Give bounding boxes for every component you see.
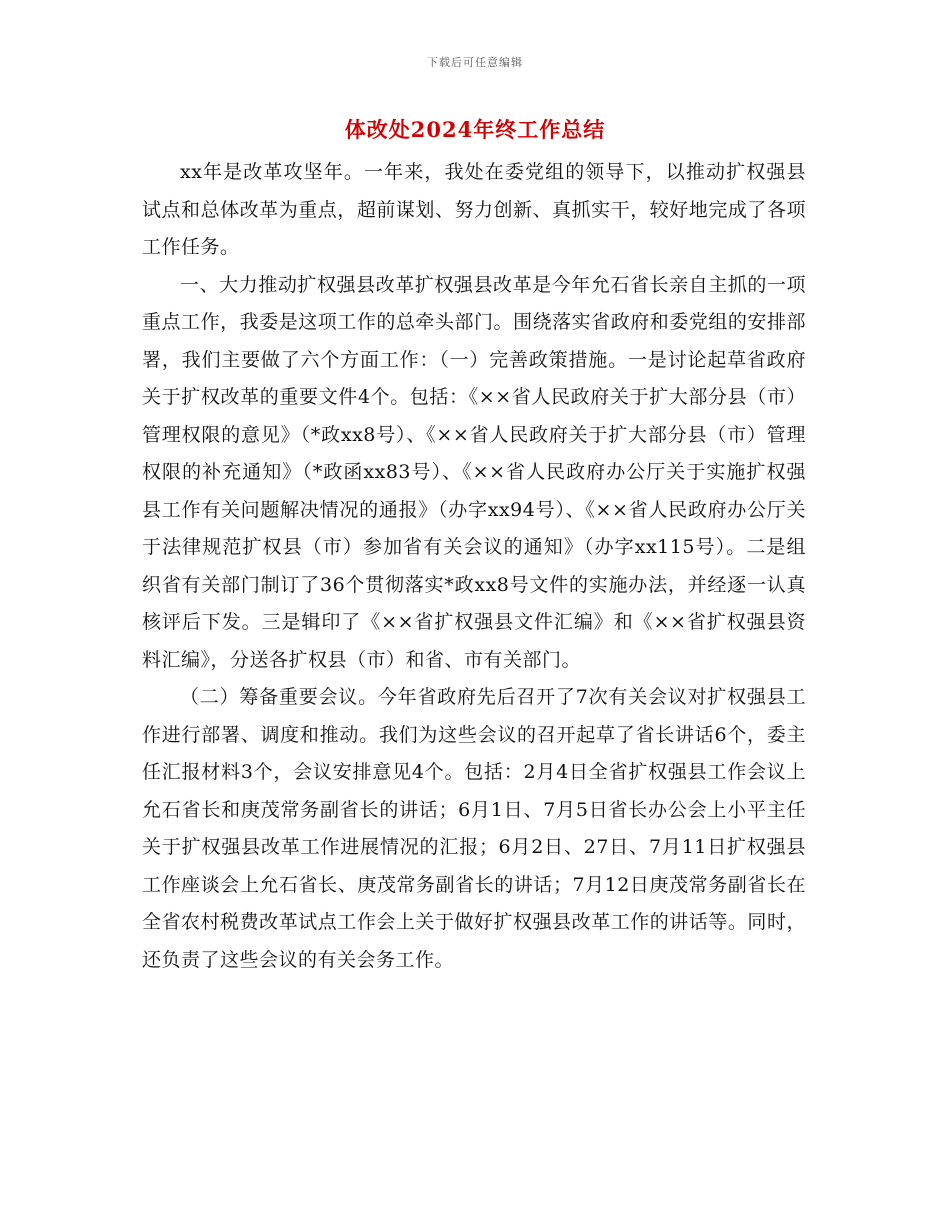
paragraph-section-one: 一、大力推动扩权强县改革扩权强县改革是今年允石省长亲自主抓的一项重点工作，我委是这项工作的总牵头部门。围绕落实省政府和委党组的安排部署，我们主要做了六个方面工作：（一）完善政策措施。一是讨论起草省政府关于扩权改革的重要文件4个。包括：《××省人民政府关于扩大部分县（市）管理权限的意见》（*政xx8号）、《××省人民政府关于扩大部分县（市）管理权限的补充通知》（*政函xx83号）、《××省人民政府办公厅关于实施扩权强县工作有关问题解决情况的通报》（办字xx94号）、《××省人民政府办公厅关于法律规范扩权县（市）参加省有关会议的通知》（办字xx115号）。二是组织省有关部门制订了36个贯彻落实*政xx8号文件的实施办法，并经逐一认真核评后下发。三是辑印了《××省扩权强县文件汇编》和《××省扩权强县资料汇编》，分送各扩权县（市）和省、市有关部门。: [142, 273, 806, 671]
document-title: 体改处2024年终工作总结: [344, 117, 606, 142]
header-note: 下载后可任意编辑: [427, 56, 523, 69]
paragraph-section-two: （二）筹备重要会议。今年省政府先后召开了7次有关会议对扩权强县工作进行部署、调度和推动。我们为这些会议的召开起草了省长讲话6个，委主任汇报材料3个，会议安排意见4个。包括：2月4日全省扩权强县工作会议上允石省长和庚茂常务副省长的讲话；6月1日、7月5日省长办公会上小平主任关于扩权强县改革工作进展情况的汇报；6月2日、27日、7月11日扩权强县工作座谈会上允石省长、庚茂常务副省长的讲话；7月12日庚茂常务副省长在全省农村税费改革试点工作会上关于做好扩权强县改革工作的讲话等。同时，还负责了这些会议的有关会务工作。: [142, 686, 806, 971]
document-body: [142, 154, 806, 979]
paragraph-intro: xx年是改革攻坚年。一年来，我处在委党组的领导下，以推动扩权强县试点和总体改革为重点，超前谋划、努力创新、真抓实干，较好地完成了各项工作任务。: [142, 161, 806, 258]
